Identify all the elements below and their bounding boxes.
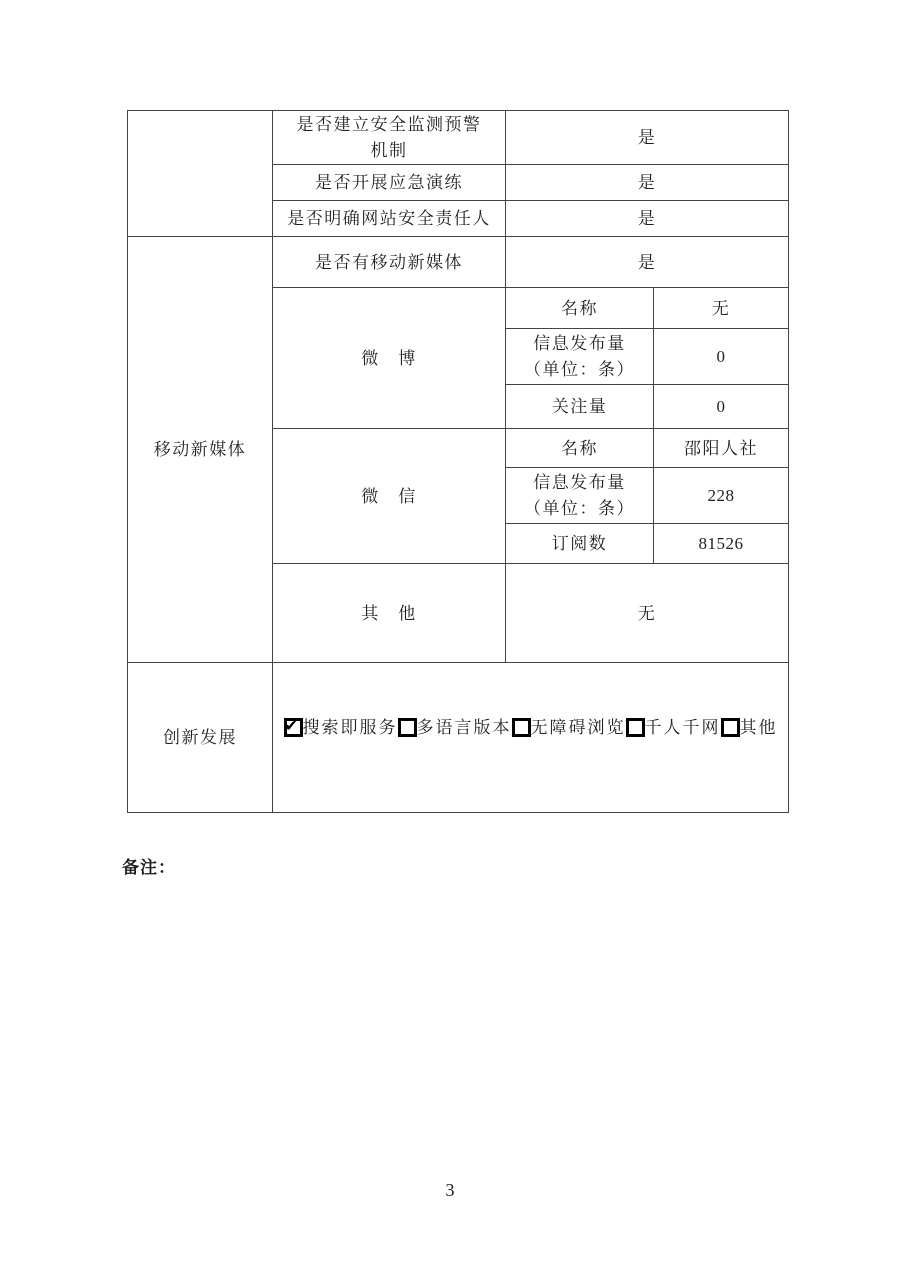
security-answer: 是 <box>506 165 789 201</box>
innovation-option-label: 其他 <box>739 718 778 737</box>
security-question-line2: 机制 <box>370 140 408 160</box>
checkbox-personalized-icon[interactable] <box>626 718 645 737</box>
innovation-option-label: 多语言版本 <box>416 718 512 737</box>
section-header-innovation: 创新发展 <box>128 663 273 813</box>
weibo-posts-label <box>506 329 654 385</box>
innovation-options-cell <box>273 663 789 813</box>
wechat-label: 微 信 <box>273 429 506 564</box>
innovation-option-label: 无障碍浏览 <box>530 718 626 737</box>
innovation-option-label: 千人千网 <box>644 718 721 737</box>
wechat-posts-value: 228 <box>654 468 789 524</box>
weibo-posts-label-line1: 信息发布量 <box>533 333 626 353</box>
checkbox-accessibility-icon[interactable] <box>512 718 531 737</box>
wechat-posts-label <box>506 468 654 524</box>
weibo-label: 微 博 <box>273 288 506 429</box>
remark-label: 备注： <box>122 858 176 877</box>
weibo-followers-value: 0 <box>654 385 789 429</box>
weibo-posts-value: 0 <box>654 329 789 385</box>
security-question-label: 是否开展应急演练 <box>273 165 506 201</box>
checkbox-other-icon[interactable] <box>721 718 740 737</box>
annual-report-table <box>127 110 789 813</box>
security-answer: 是 <box>506 201 789 237</box>
security-question-label <box>273 111 506 165</box>
section-cell-continued <box>128 111 273 237</box>
innovation-options-row <box>273 714 788 741</box>
weibo-posts-label-line2: （单位：条） <box>524 359 635 379</box>
wechat-subscribers-value: 81526 <box>654 524 789 564</box>
check-mark-icon: ✔ <box>284 716 298 735</box>
wechat-name-label: 名称 <box>506 429 654 468</box>
checkbox-multilingual-icon[interactable] <box>398 718 417 737</box>
security-question-label: 是否明确网站安全责任人 <box>273 201 506 237</box>
wechat-posts-label-line1: 信息发布量 <box>533 472 626 492</box>
checkbox-search-as-service-icon[interactable] <box>284 718 303 737</box>
page-number: 3 <box>445 1180 455 1200</box>
weibo-name-value: 无 <box>654 288 789 329</box>
innovation-option-label: 搜索即服务 <box>302 718 398 737</box>
section-header-mobile-media: 移动新媒体 <box>128 237 273 663</box>
wechat-name-value: 邵阳人社 <box>654 429 789 468</box>
weibo-followers-label: 关注量 <box>506 385 654 429</box>
weibo-name-label: 名称 <box>506 288 654 329</box>
has-mobile-value: 是 <box>506 237 789 288</box>
wechat-posts-label-line2: （单位：条） <box>524 498 635 518</box>
wechat-subscribers-label: 订阅数 <box>506 524 654 564</box>
security-answer: 是 <box>506 111 789 165</box>
security-question-line1: 是否建立安全监测预警 <box>296 114 482 134</box>
has-mobile-label: 是否有移动新媒体 <box>273 237 506 288</box>
other-media-value: 无 <box>506 564 789 663</box>
other-media-label: 其 他 <box>273 564 506 663</box>
